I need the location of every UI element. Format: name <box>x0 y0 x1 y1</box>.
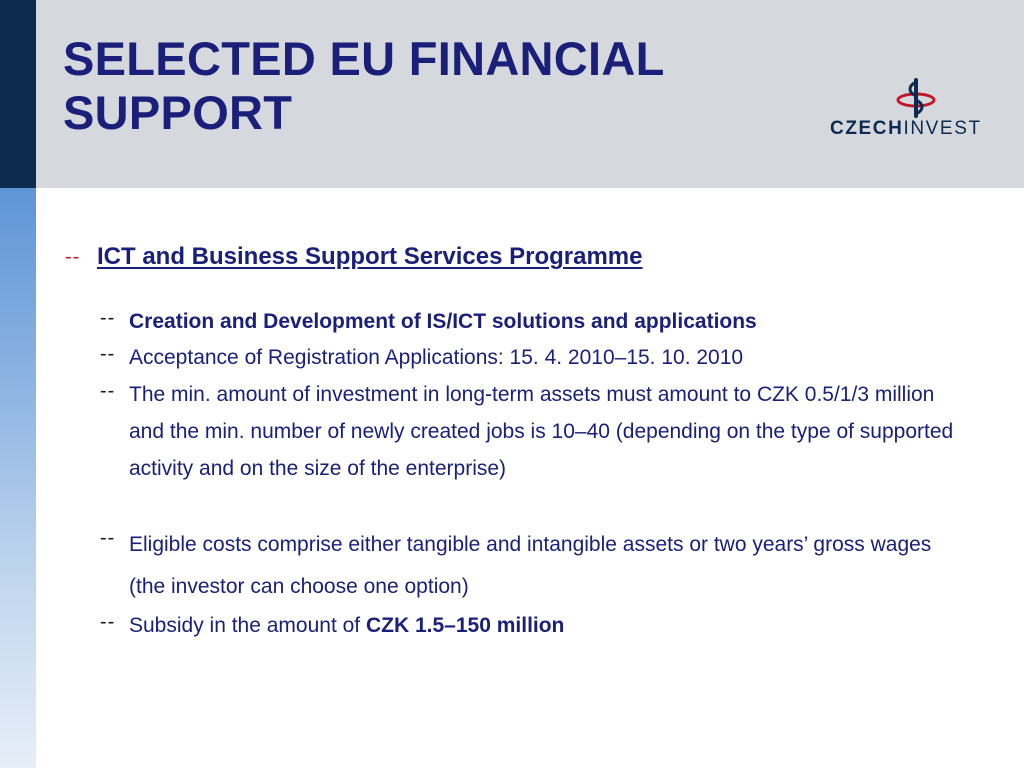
bullet-marker: -- <box>100 527 116 549</box>
bullet-item-1 <box>129 303 969 340</box>
bullet-item-3: The min. amount of investment in long-term assets must amount to CZK 0.5/1/3 million and the min. number of newly created jobs is 10–40 (depending on the type of supported activity and on the size of the enterprise) <box>129 383 954 480</box>
bullet-marker: -- <box>65 246 81 268</box>
logo-text-invest: INVEST <box>903 118 982 139</box>
bullet-item-5-amount: CZK 1.5–150 million <box>365 614 565 637</box>
bullet-item-5 <box>129 607 969 644</box>
bullet-item-4: Eligible costs comprise either tangible and intangible assets or two years’ gross wages (the investor can choose one option) <box>129 533 932 598</box>
bullet-marker: -- <box>100 380 116 402</box>
bullet-item-5-prefix: Subsidy in the amount of <box>129 614 366 637</box>
bullet-marker: -- <box>100 611 116 633</box>
bullet-marker: -- <box>100 307 116 329</box>
slide-title: SELECTED EU FINANCIAL SUPPORT <box>63 32 664 139</box>
bullet-item-1-text: Creation and Development of IS/ICT solutions and applications <box>129 310 757 333</box>
logo-text-czech: CZECH <box>830 118 904 139</box>
bullet-marker: -- <box>100 343 116 365</box>
bullet-item-2: Acceptance of Registration Applications: 15. 4. 2010–15. 10. 2010 <box>129 346 744 369</box>
programme-heading: ICT and Business Support Services Programme <box>97 243 643 270</box>
